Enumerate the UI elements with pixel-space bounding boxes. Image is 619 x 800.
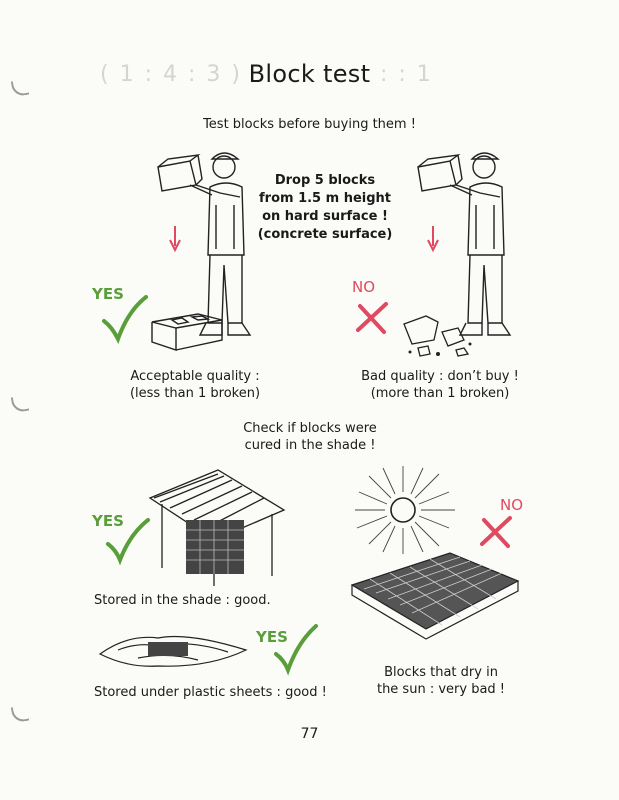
broken-block-illustration	[398, 310, 478, 360]
caption-line: Bad quality : don’t buy !	[361, 369, 519, 384]
bleed-through-text: ( 1 : 4 : 3 )	[100, 62, 242, 87]
curing-heading	[200, 420, 420, 454]
plastic-caption: Stored under plastic sheets : good !	[94, 685, 327, 700]
no-mark: NO	[500, 496, 524, 514]
heading-line: cured in the shade !	[244, 438, 376, 453]
binder-hole-middle	[11, 395, 30, 414]
page-subtitle: Test blocks before buying them !	[203, 117, 416, 132]
sun-caption	[356, 664, 526, 698]
arrow-down-icon	[426, 224, 440, 254]
no-mark: NO	[352, 278, 376, 296]
yes-mark: YES	[92, 285, 124, 303]
caption-line: the sun : very bad !	[376, 682, 506, 697]
caption-line: Blocks that dry in	[384, 665, 498, 680]
heading-line: Check if blocks were	[243, 421, 377, 436]
bad-quality-caption	[340, 368, 540, 402]
drop-instructions	[250, 172, 400, 244]
page-title: Block test	[248, 60, 371, 88]
yes-mark: YES	[256, 628, 288, 646]
check-icon	[272, 624, 318, 676]
plastic-covered-blocks-illustration	[98, 624, 248, 672]
binder-hole-bottom	[11, 705, 30, 724]
instruction-line: Drop 5 blocks	[274, 173, 376, 188]
intact-block-illustration	[148, 308, 228, 352]
check-icon	[104, 518, 150, 566]
cross-icon	[354, 300, 390, 336]
caption-line: (more than 1 broken)	[370, 386, 510, 401]
check-icon	[100, 295, 148, 345]
arrow-down-icon	[168, 224, 182, 254]
shade-caption: Stored in the shade : good.	[94, 593, 271, 608]
good-quality-caption	[90, 368, 300, 402]
sun-icon	[345, 462, 465, 558]
instruction-line: from 1.5 m height	[259, 191, 391, 206]
instruction-line: on hard surface !	[262, 209, 388, 224]
bleed-through-text: : : 1	[380, 62, 433, 87]
caption-line: (less than 1 broken)	[129, 386, 261, 401]
yes-mark: YES	[92, 512, 124, 530]
instruction-line: (concrete surface)	[257, 227, 393, 242]
blocks-in-sun-illustration	[350, 545, 520, 633]
shaded-shed-illustration	[148, 468, 288, 588]
page-number: 77	[300, 726, 319, 742]
caption-line: Acceptable quality :	[130, 369, 260, 384]
